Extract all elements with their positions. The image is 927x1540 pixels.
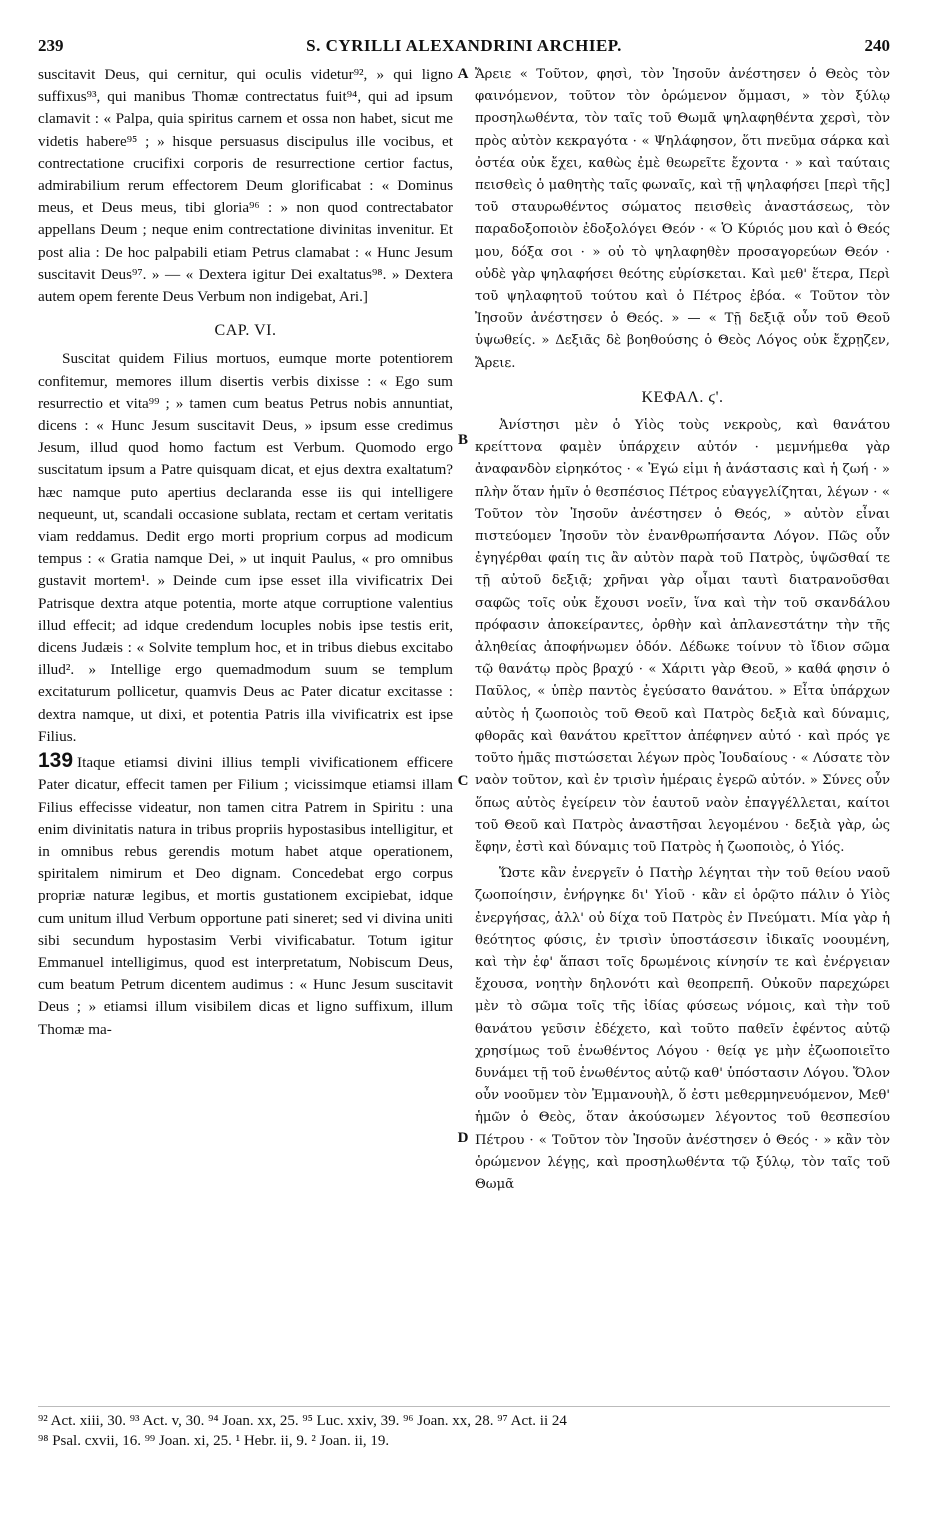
footnote-line-2: ⁹⁸ Psal. cxvii, 16. ⁹⁹ Joan. xi, 25. ¹ Hebr. ii, 9. ² Joan. ii, 19. xyxy=(38,1433,390,1449)
footnote-rule xyxy=(38,1406,890,1407)
margin-marker-a: A xyxy=(457,66,469,82)
latin-chapter-heading: CAP. VI. xyxy=(214,322,277,340)
greek-column xyxy=(475,64,890,1196)
margin-marker-b: B xyxy=(457,432,468,448)
page-number-left: 239 xyxy=(38,36,64,55)
latin-column xyxy=(38,64,453,1041)
running-header xyxy=(38,36,890,62)
running-title: S. CYRILLI ALEXANDRINI ARCHIEP. xyxy=(306,36,622,55)
greek-chapter-heading: ΚΕΦΑΛ. ϛ'. xyxy=(641,388,724,406)
greek-paragraph-2: Ὥστε κἂν ἐνεργεῖν ὁ Πατὴρ λέγηται τὴν τοῦ θείου ναοῦ ζωοποίησιν, ἐνήργηκε δι' Υἱοῦ · κἂν εἰ ὁρῷτο πάλιν ὁ Υἱὸς ἐνεργήσας, ἀλλ' οὐ δίχα τοῦ Πατρὸς ἐν Πνεύματι. Μία γὰρ ἡ θεότητος φύσις, ἐν τρισὶν ὑποστάσεσιν ἰδικαῖς νοουμένη, καὶ τὴν ἐφ' ἅπασι τοῖς δρωμένοις κίνησίν τε καὶ ἐνέργειαν ἔχουσα, νοητὴν δηλονότι καὶ θεοπρεπῆ. Οὐκοῦν παρεχώρει μὲν τὸ σῶμα τοῖς τῆς ἰδίας φύσεως νόμοις, καὶ τὴν τοῦ θανάτου γεῦσιν ἐδέχετο, καὶ τοῦτο παθεῖν ἐφέντος αὐτῷ χρησίμως τοῦ ἑνωθέντος Λόγου · θείᾳ γε μὴν ἐζωοποιεῖτο δυνάμει τῇ τοῦ ἑνωθέντος αὐτῷ καθ' ὑπόστασιν Λόγου. Ὅλον οὖν νοοῦμεν τὸν Ἐμμανουὴλ, ὅ ἐστι μεθερμηνευόμενον, Μεθ' ἡμῶν ὁ Θεὸς, ὅταν ἀκούσωμεν λέγοντος τοῦ θεσπεσίου Πέτρου · « Τοῦτον τὸν Ἰησοῦν ἀνέστησεν ὁ Θεός · » κἂν τὸν ὁρώμενον λέγῃς, καὶ προσηλωθέντα τῷ ξύλῳ, τὸν ταῖς τοῦ Θωμᾶ xyxy=(475,866,890,1192)
margin-marker-c: C xyxy=(457,773,469,789)
footnote-line-1: ⁹² Act. xiii, 30. ⁹³ Act. v, 30. ⁹⁴ Joan. xx, 25. ⁹⁵ Luc. xxiv, 39. ⁹⁶ Joan. xx, 28. ⁹⁷ Act. ii 24 xyxy=(38,1413,567,1429)
section-number: 139 xyxy=(38,749,74,773)
latin-paragraph-2-text: Itaque etiamsi divini illius templi vivificationem efficere Pater dicatur, effecit tamen per Filium ; vicissimque etiamsi illam Filius effecisse videatur, non tamen citra Patrem in Spiritu : una enim divinitatis natura in tribus propriis hypostasibus intelligitur, et in omnibus rebus gerendis motum habet atque operationem, spiritalem nimirum et Deo dignam. Concedebat ergo corpus propriæ naturæ legibus, et mortis gustationem excipiebat, idque cum unitum illud Verbum opportune pati sineret; sed vi divina uniti sibi secundum hypostasim Verbi vivificabatur. Totum igitur Emmanuel intelligimus, quod est interpretatum, Nobiscum Deus, cum beatum Petrum dicentem audimus : « Hunc Jesum suscitavit Deus ; » etiamsi illum visibilem dicas et ligno suffixum, illum Thomæ ma- xyxy=(38,754,453,1038)
greek-intro-paragraph: Ἄρειε « Τοῦτον, φησὶ, τὸν Ἰησοῦν ἀνέστησεν ὁ Θεὸς τὸν φαινόμενον, τοῦτον τὸν ὁρώμενον ὄμμασι, » τὸν ξύλῳ προσηλωθέντα, τὸν ταῖς τοῦ Θωμᾶ ψηλαφηθέντα χερσὶ, τὸν πρὸς αὐτὸν κεκραγότα · « Ψηλάφησον, ὅτι πνεῦμα σάρκα καὶ ὀστέα οὐκ ἔχει, καθὼς ἐμὲ θεωρεῖτε ἔχοντα · » καὶ ταύταις πεισθεὶς ὁ μαθητὴς ταῖς φωναῖς, καὶ τῇ ψηλαφήσει [περὶ τῆς] τοῦ σταυρωθέντος σώματος πεισθεὶς ἀναστάσεως, τὸν παραδοξοποιὸν ἐδοξολόγει Θεόν · « Ὁ Κύριός μου καὶ ὁ Θεός μου, δόξα σοι · » οὐ τὸ ψηλαφηθὲν προσαγορεύων Θεόν · οὐδὲ γὰρ ψηλαφήσει θεότης εὑρίσκεται. Καὶ μεθ' ἕτερα, Περὶ τοῦ ψηλαφητοῦ τούτου καὶ ὁ Πέτρος ἐβόα. « Τοῦτον τὸν Ἰησοῦν ἀνέστησεν ὁ Θεός. » — « Τῇ δεξιᾷ οὖν τοῦ Θεοῦ ὑψωθείς. » Δεξιᾶς δὲ βοηθούσης ὁ Θεὸς Λόγος οὐκ ἔχρῃζεν, Ἄρειε. xyxy=(475,67,890,371)
margin-marker-d: D xyxy=(457,1130,469,1146)
greek-paragraph-1: Ἀνίστησι μὲν ὁ Υἱὸς τοὺς νεκροὺς, καὶ θανάτου κρείττονα φαμὲν ὑπάρχειν αὐτόν · μεμνήμεθα γὰρ ἀναφανδὸν εἰρηκότος · « Ἐγώ εἰμι ἡ ἀνάστασις καὶ ἡ ζωή · » πλὴν ὅταν ἡμῖν ὁ θεσπέσιος Πέτρος εὐαγγελίζηται, λέγων · « Τοῦτον τὸν Ἰησοῦν ἀνέστησεν ὁ Θεός, » αὐτὸν εἶναι πιστεύομεν Ἰησοῦν τὸν ἐνανθρωπήσαντα Λόγον. Πῶς οὖν ἐγηγέρθαι φαίη τις ἂν αὐτὸν παρὰ τοῦ Πατρὸς, ὑψῶσθαί τε τῇ αὐτοῦ δεξιᾷ; χρῆναι γὰρ οἶμαι ταυτὶ διατρανοῦσθαι σαφῶς τοῖς οὐκ ἔχουσι νοεῖν, ἵνα καὶ τὴν τοῦ σκανδάλου πρόφασιν ἀποκείραντες, ὀρθὴν καὶ ἀπλανεστάτην τὴν τῆς ἀληθείας ἀποφήνωμεν ὁδόν. Δέδωκε τοίνυν τὸ ἴδιον σῶμα τῷ θανάτῳ πρὸς βραχύ · « Χάριτι γὰρ Θεοῦ, » καθά φησιν ὁ Παῦλος, « ὑπὲρ παντὸς ἐγεύσατο θανάτου. » Εἶτα ὑπάρχων αὐτὸς ἡ ζωοποιὸς τοῦ Θεοῦ καὶ Πατρὸς δεξιὰ καὶ δύναμις, φθορᾶς καὶ θανάτου κρεῖττον ἀπέφηνεν αὐτό · καὶ πρός γε τοῦτο ἡμᾶς πιστώσεται λέγων πρὸς Ἰουδαίους · « Λύσατε τὸν ναὸν τοῦτον, καὶ ἐν τρισὶν ἡμέραις ἐγερῶ αὐτόν. » Σύνες οὖν ὅπως αὐτὸς ἐγείρειν τὸν ἑαυτοῦ ναὸν ἐπαγγέλλεται, καίτοι τοῦ Θεοῦ καὶ Πατρὸς ἀναστῆσαι λεγομένου · δεξιὰ γὰρ, ὡς ἔφην, ἐστὶ καὶ δύναμις τοῦ Πατρὸς ἡ ζωοποιὸς, ὁ Υἱός. xyxy=(475,418,890,855)
page-number-right: 240 xyxy=(864,36,890,55)
latin-paragraph-1: Suscitat quidem Filius mortuos, eumque morte potentiorem confitemur, memores illum disertis verbis dixisse : « Ego sum resurrectio et vita⁹⁹ ; » tamen cum beatus Petrus nobis annuntiat, dicens : « Hunc Jesum suscitavit Deus, » ipsum esse credimus Jesum, illud quod homo factum est Verbum. Quomodo ergo suscitatum ipsum a Patre quisquam dicat, et ejus dextra exaltatum? hæc namque puto apertius declaranda esse iis qui intelligere nequeunt, ut, scandali occasione sublata, rectam et certam veritatis viam reddamus. Dedit ergo morti proprium corpus ad modicum tempus : « Gratia namque Dei, » ut inquit Paulus, « pro omnibus gustavit mortem¹. » Deinde cum ipse esset illa vivificatrix Dei Patrisque dextra atque potentia, morte atque corruptione valentius illud effecit; ad idque credendum locuples nobis ipse testis erit, dicens Judæis : « Solvite templum hoc, et in tribus diebus excitabo illud². » Intellige ergo quemadmodum suum se templum excitaturum pollicetur, quamvis Deus ac Pater dicatur excitasse : dextra namque, ut dixi, et potentia Patris illa vivificatrix est ipse Filius. xyxy=(38,350,453,745)
latin-intro-paragraph: suscitavit Deus, qui cernitur, qui oculis videtur⁹², » qui ligno suffixus⁹³, qui manibus Thomæ contrectatus fuit⁹⁴, qui ad ipsum clamavit : « Palpa, quia spiritus carnem et ossa non habet, sicut me videtis habere⁹⁵ ; » hisque persuasus discipulus ille vocibus, et contrectatione crucifixi corporis de resurrectione certior factus, admirabilium rerum effectorem Deum glorificabat : « Dominus meus, et Deus meus, tibi gloria⁹⁶ : » non quod contrectabator appellans Deum ; neque enim contrectatione divinitas invenitur. Et post alia : De hoc palpabili etiam Petrus clamabat : « Hunc Jesum suscitavit Deus⁹⁷. » — « Dextera igitur Dei exaltatus⁹⁸. » Dextera autem opem ferente Deus Verbum non indigebat, Ari.] xyxy=(38,66,453,306)
latin-paragraph-2 xyxy=(38,750,453,1041)
